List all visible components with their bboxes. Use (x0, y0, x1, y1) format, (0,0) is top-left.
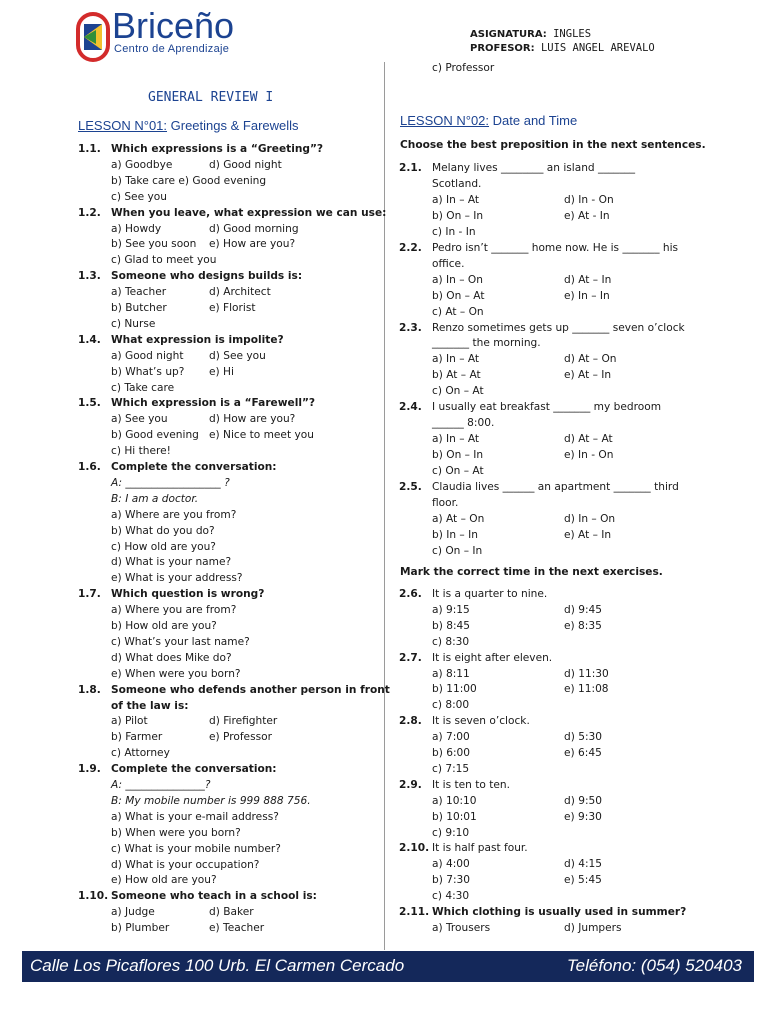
answer-option: b) See you soon (111, 238, 197, 251)
answer-option: a) Goodbye (111, 158, 173, 171)
carryover-option: c) Professor (432, 62, 495, 74)
question-number: 2.2. (399, 241, 422, 254)
answer-option: e) Nice to meet you (209, 429, 314, 442)
answer-option: d) Firefighter (209, 715, 278, 728)
question-text: Complete the conversation: (111, 461, 277, 473)
question-text: Renzo sometimes gets up _______ seven o’clock (432, 321, 685, 334)
answer-option: e) Florist (209, 302, 256, 314)
question-text: of the law is: (111, 699, 189, 712)
question-text: A: _______________? (111, 779, 211, 791)
question-text: It is ten to ten. (432, 778, 510, 791)
lesson-2-heading (400, 113, 577, 128)
answer-option: e) How are you? (209, 238, 296, 251)
answer-option: e) When were you born? (111, 667, 241, 680)
answer-option: b) In – In (432, 528, 478, 541)
instructions-time: Mark the correct time in the next exercises. (400, 566, 663, 578)
answer-option: a) 8:11 (432, 667, 470, 680)
answer-option: a) What is your e-mail address? (111, 810, 279, 823)
answer-option: a) 7:00 (432, 731, 470, 744)
subject-label: ASIGNATURA: (470, 29, 547, 40)
answer-option: c) What’s your last name? (111, 635, 250, 648)
lesson-2-label: LESSON N°02: (400, 113, 490, 128)
question-number: 1.5. (78, 397, 101, 410)
question-text: Claudia lives ______ an apartment _______ third (432, 481, 679, 493)
question-text: Scotland. (432, 177, 482, 190)
question-number: 1.8. (78, 683, 101, 696)
question-number: 1.7. (78, 588, 101, 601)
question-text: Someone who teach in a school is: (111, 890, 317, 903)
answer-option: b) Butcher (111, 302, 167, 314)
answer-option: d) At – On (564, 353, 617, 366)
answer-option: c) 7:15 (432, 762, 470, 775)
footer-phone: Teléfono: (054) 520403 (566, 956, 742, 975)
question-text: Which expressions is a “Greeting”? (111, 143, 324, 155)
answer-option: a) Where you are from? (111, 604, 237, 617)
answer-option: e) 5:45 (564, 874, 602, 887)
question-text: office. (432, 257, 465, 270)
question-text: Pedro isn’t _______ home now. He is _______ his (432, 241, 679, 254)
lesson-1-title: Greetings & Farewells (170, 118, 299, 133)
answer-option: d) How are you? (209, 413, 296, 426)
question-number: 1.2. (78, 206, 101, 219)
answer-option: e) 9:30 (564, 810, 602, 823)
answer-option: b) At – At (432, 369, 481, 382)
answer-option: e) What is your address? (111, 572, 243, 585)
answer-option: c) Nurse (111, 317, 156, 330)
answer-option: c) Hi there! (111, 445, 171, 458)
answer-option: c) 4:30 (432, 890, 470, 903)
answer-option: e) How old are you? (111, 874, 217, 887)
answer-option: c) On – At (432, 385, 484, 398)
answer-option: c) 9:10 (432, 826, 470, 839)
answer-option: b) Take care e) Good evening (111, 174, 267, 187)
teacher-value: LUIS ANGEL AREVALO (540, 42, 655, 54)
question-number: 1.4. (78, 333, 101, 346)
answer-option: b) How old are you? (111, 620, 217, 632)
answer-option: d) What is your name? (111, 556, 232, 569)
answer-option: c) See you (111, 190, 167, 203)
answer-option: e) Hi (209, 365, 234, 378)
answer-option: a) Teacher (111, 286, 167, 299)
answer-option: b) 7:30 (432, 874, 471, 887)
question-number: 2.6. (399, 588, 422, 600)
question-text: B: My mobile number is 999 888 756. (111, 794, 311, 807)
answer-option: e) At – In (564, 528, 612, 541)
answer-option: b) When were you born? (111, 826, 241, 839)
brand-name: Briceño (112, 5, 235, 46)
question-number: 1.6. (78, 461, 101, 473)
subject-value: INGLES (553, 28, 592, 40)
question-number: 1.1. (78, 143, 101, 155)
answer-option: c) 8:00 (432, 699, 470, 712)
question-number: 2.8. (399, 715, 422, 728)
answer-option: c) Glad to meet you (111, 254, 217, 267)
answer-option: e) In - On (564, 449, 614, 462)
answer-option: e) 11:08 (564, 683, 609, 696)
lesson-1-label: LESSON N°01: (78, 118, 168, 133)
answer-option: a) 10:10 (432, 794, 477, 807)
answer-option: c) Take care (111, 381, 175, 394)
answer-option: b) 8:45 (432, 619, 471, 632)
question-text: It is half past four. (432, 842, 528, 855)
answer-option: b) On – At (432, 289, 485, 302)
answer-option: b) 6:00 (432, 747, 471, 759)
answer-option: d) Jumpers (564, 921, 622, 934)
answer-option: e) At – In (564, 369, 612, 382)
answer-option: d) At – At (564, 433, 613, 446)
answer-option: b) Good evening (111, 429, 199, 442)
answer-option: e) In – In (564, 289, 610, 302)
answer-option: d) Good morning (209, 222, 299, 235)
teacher-label: PROFESOR: (470, 43, 535, 54)
question-text: _______ the morning. (432, 337, 541, 350)
question-text: I usually eat breakfast _______ my bedroom (432, 401, 662, 414)
answer-option: a) In – At (432, 193, 480, 206)
answer-option: c) On – In (432, 544, 483, 557)
question-text: Which question is wrong? (111, 588, 265, 601)
question-text: Someone who defends another person in front (111, 683, 390, 696)
answer-option: d) What is your occupation? (111, 858, 260, 871)
answer-option: d) Baker (209, 906, 254, 919)
answer-option: b) On – In (432, 449, 484, 462)
question-text: What expression is impolite? (111, 333, 284, 346)
lesson-1-heading (78, 118, 299, 133)
answer-option: d) What does Mike do? (111, 651, 232, 664)
answer-option: c) At – On (432, 305, 484, 318)
subject-line (470, 28, 591, 40)
answer-option: a) In – At (432, 433, 480, 446)
answer-option: d) 4:15 (564, 858, 603, 871)
teacher-line (470, 42, 655, 54)
question-number: 1.10. (78, 890, 109, 903)
footer-bar (22, 951, 754, 982)
answer-option: d) At – In (564, 273, 612, 286)
answer-option: d) In - On (564, 193, 614, 206)
answer-option: d) 5:30 (564, 731, 603, 744)
question-number: 1.3. (78, 270, 101, 283)
answer-option: b) 10:01 (432, 810, 477, 823)
question-number: 2.7. (399, 651, 422, 664)
question-number: 2.4. (399, 401, 422, 414)
answer-option: e) 6:45 (564, 747, 602, 759)
answer-option: d) Architect (209, 286, 271, 299)
footer-address: Calle Los Picaflores 100 Urb. El Carmen Cercado (30, 956, 405, 975)
answer-option: c) How old are you? (111, 540, 216, 553)
answer-option: e) 8:35 (564, 619, 602, 632)
question-text: Melany lives ________ an island _______ (432, 162, 636, 174)
question-number: 2.3. (399, 321, 422, 334)
answer-option: c) In - In (432, 225, 476, 238)
answer-option: e) Teacher (209, 922, 265, 935)
answer-option: a) Pilot (111, 715, 148, 728)
question-text: Which expression is a “Farewell”? (111, 397, 316, 410)
question-text: floor. (432, 496, 459, 509)
answer-option: d) In – On (564, 512, 616, 525)
question-text: When you leave, what expression we can use: (111, 206, 387, 219)
question-number: 2.11. (399, 906, 430, 918)
answer-option: d) 9:45 (564, 603, 603, 616)
answer-option: a) In – On (432, 273, 483, 286)
answer-option: b) 11:00 (432, 683, 477, 696)
brand-subtitle: Centro de Aprendizaje (114, 43, 230, 55)
answer-option: d) See you (209, 349, 266, 362)
answer-option: a) Judge (111, 906, 155, 919)
question-text: ______ 8:00. (432, 417, 495, 430)
answer-option: c) On – At (432, 465, 484, 478)
answer-option: a) See you (111, 413, 168, 426)
question-text: It is a quarter to nine. (432, 588, 548, 600)
answer-option: e) Professor (209, 731, 272, 744)
answer-option: c) What is your mobile number? (111, 842, 281, 855)
question-text: It is seven o’clock. (432, 715, 530, 728)
column-divider (384, 62, 385, 950)
answer-option: e) At - In (564, 209, 610, 222)
question-text: A: __________________ ? (111, 476, 230, 489)
answer-option: c) 8:30 (432, 635, 470, 648)
answer-option: a) Howdy (111, 222, 162, 235)
answer-option: b) On – In (432, 209, 484, 222)
question-number: 2.9. (399, 778, 422, 791)
answer-option: a) 4:00 (432, 858, 470, 871)
question-text: It is eight after eleven. (432, 651, 553, 664)
instructions-prepositions: Choose the best preposition in the next sentences. (400, 139, 706, 151)
answer-option: a) In – At (432, 353, 480, 366)
question-text: Which clothing is usually used in summer? (432, 906, 687, 918)
lesson-2-title: Date and Time (492, 113, 578, 128)
answer-option: c) Attorney (111, 747, 170, 760)
answer-option: b) What’s up? (111, 365, 185, 378)
answer-option: d) 11:30 (564, 667, 609, 680)
question-text: Complete the conversation: (111, 763, 277, 776)
answer-option: d) Good night (209, 158, 282, 171)
answer-option: b) Farmer (111, 731, 163, 744)
question-text: Someone who designs builds is: (111, 270, 303, 283)
answer-option: a) Trousers (432, 921, 491, 934)
answer-option: a) Where are you from? (111, 508, 237, 521)
question-number: 1.9. (78, 763, 101, 776)
answer-option: a) 9:15 (432, 603, 470, 616)
answer-option: a) At – On (432, 512, 485, 525)
answer-option: a) Good night (111, 349, 184, 362)
question-number: 2.1. (399, 162, 422, 174)
question-number: 2.10. (399, 842, 430, 855)
review-title: GENERAL REVIEW I (148, 90, 274, 105)
answer-option: b) Plumber (111, 922, 170, 935)
question-text: B: I am a doctor. (111, 492, 199, 505)
question-number: 2.5. (399, 481, 422, 493)
answer-option: d) 9:50 (564, 794, 603, 807)
answer-option: b) What do you do? (111, 524, 215, 537)
